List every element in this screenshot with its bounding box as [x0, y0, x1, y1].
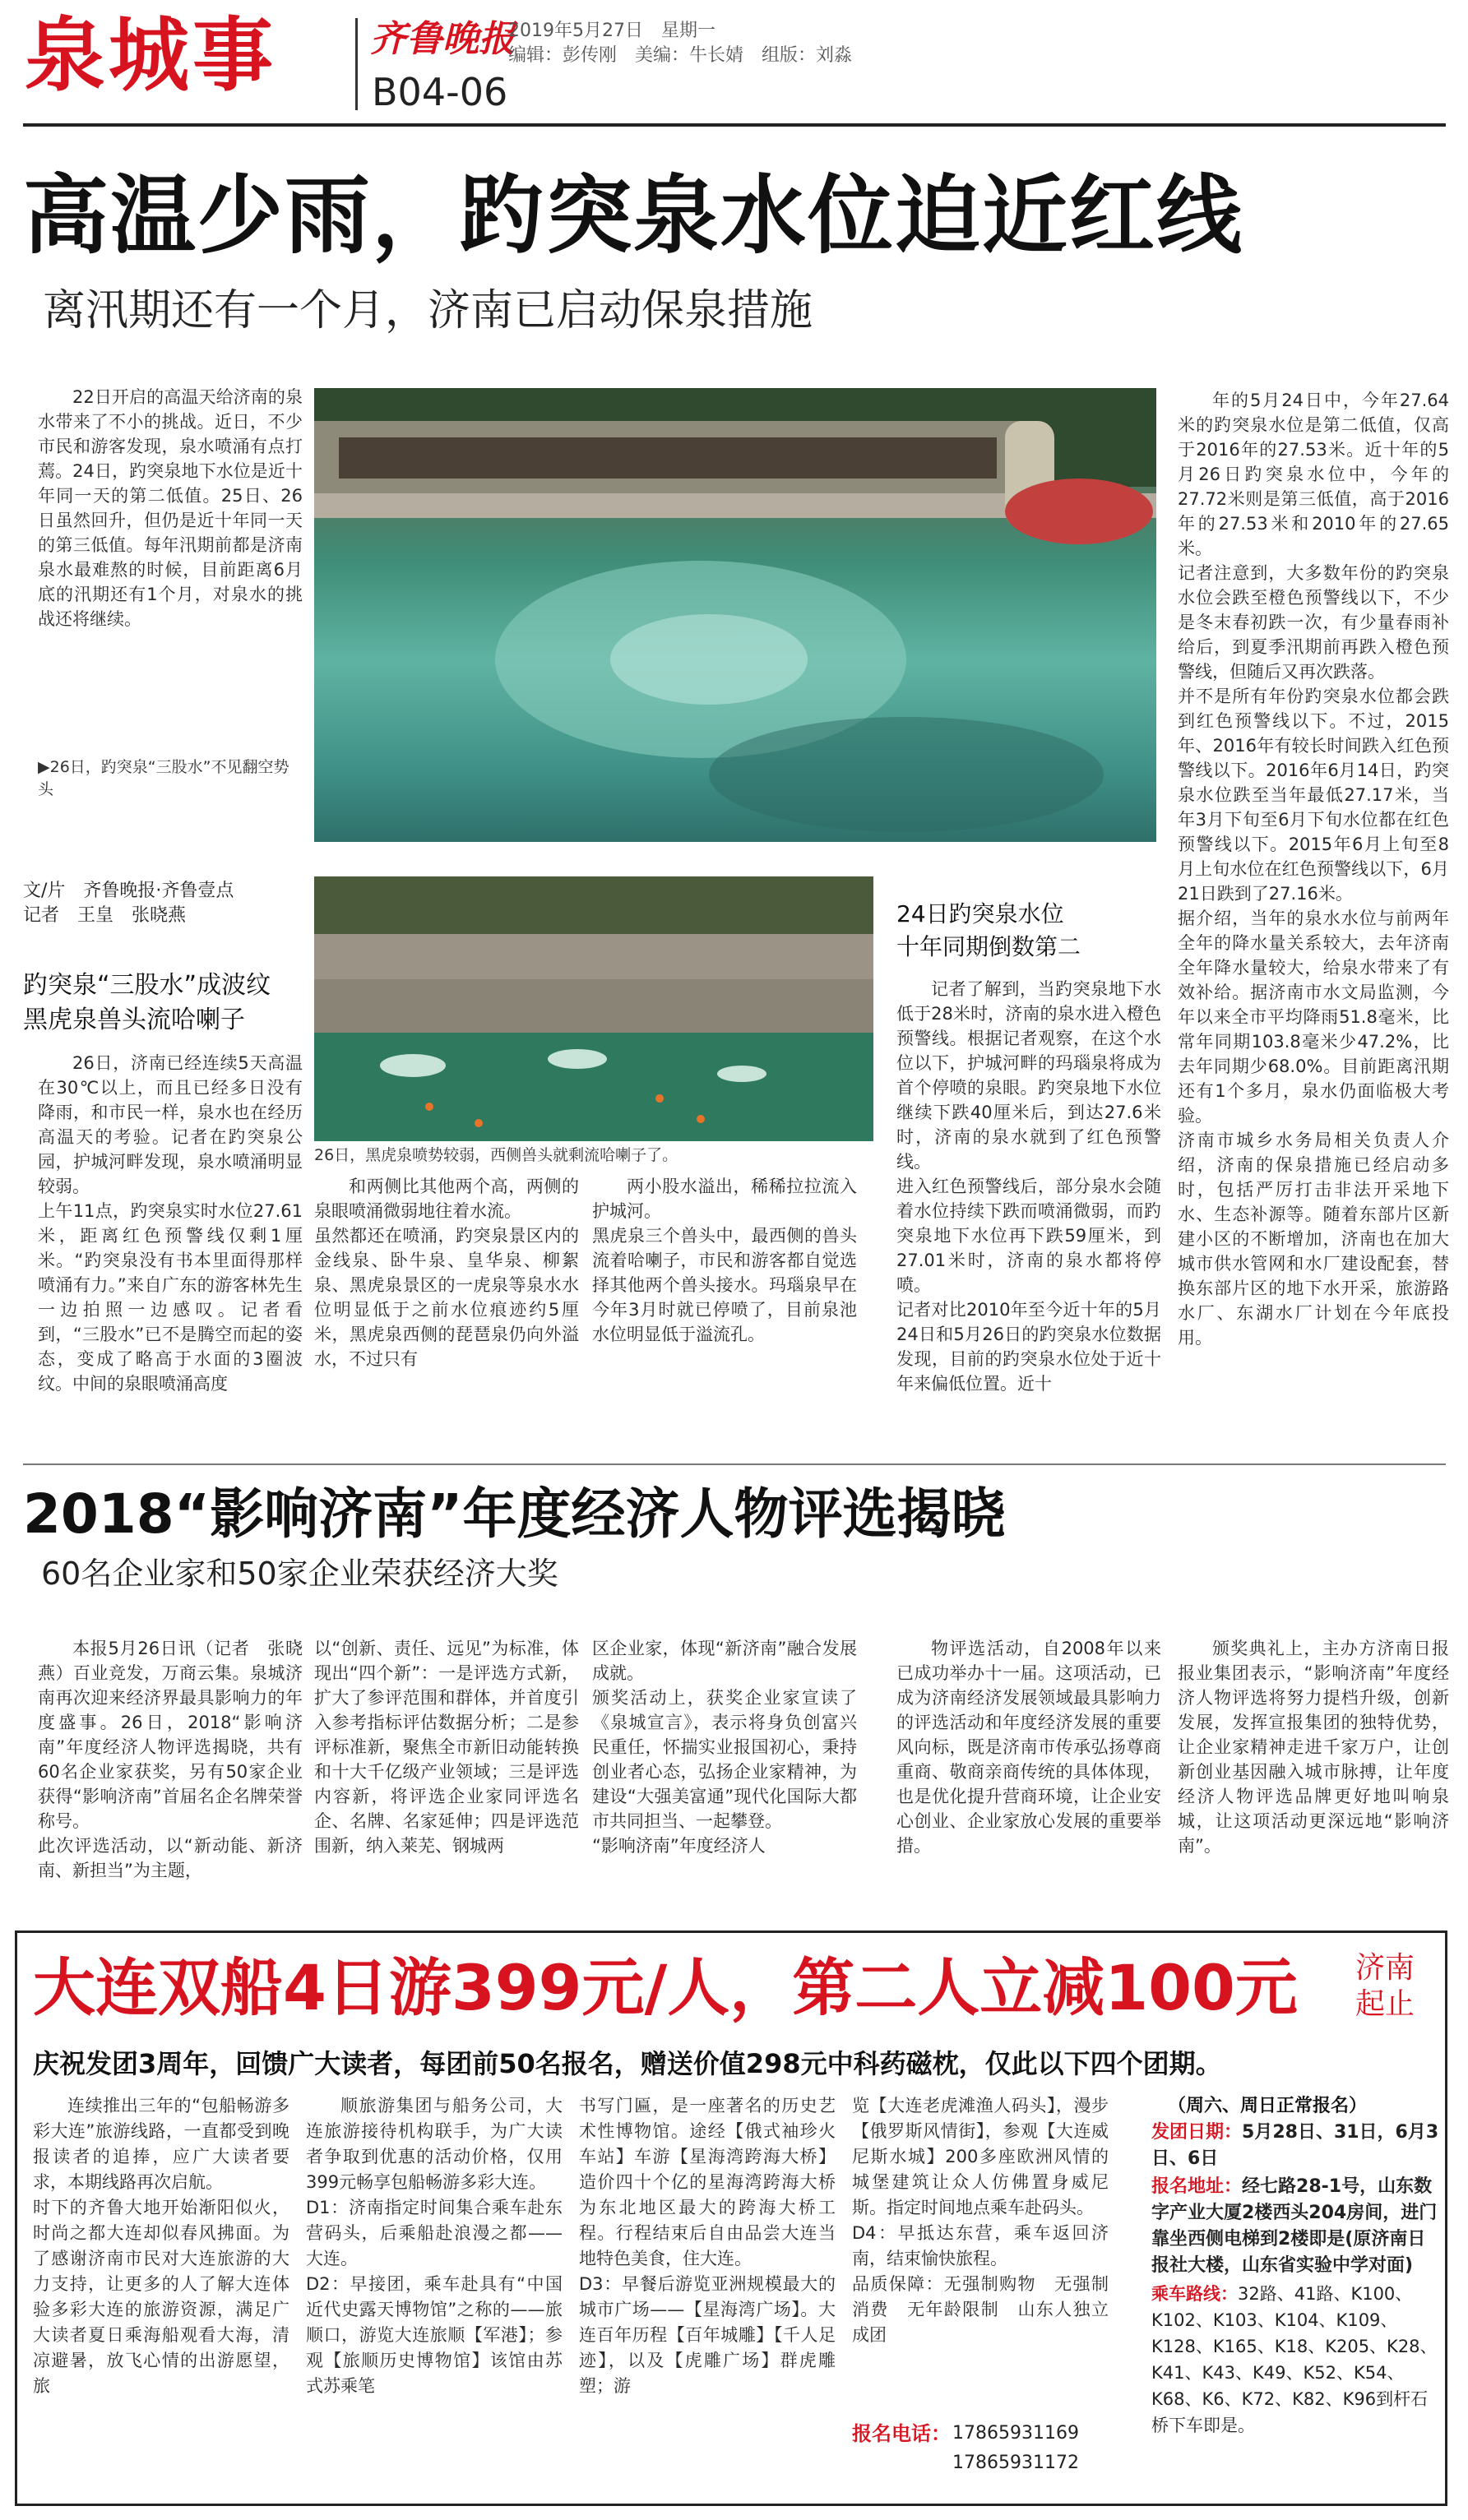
- story2-col-4: 物评选活动，自2008年以来已成功举办十一届。这项活动，已成为济南经济发展领域最具影响力的评选活动和年度经济发展的重要风向标，既是济南市传承弘扬尊商重商、敬商亲商传统的具体体现，也是优化提升营商环境，让企业安心创业、企业家放心发展的重要举措。: [896, 1639, 1161, 1856]
- ad-subline: 庆祝发团3周年，回馈广大读者，每团前50名报名，赠送价值298元中科药磁枕，仅此以下四个团期。: [33, 2048, 1222, 2079]
- story-divider: [23, 1463, 1446, 1465]
- ad-col-4: 览【大连老虎滩渔人码头】，漫步【俄罗斯风情街】，参观【大连威尼斯水城】200多座欧洲风情的城堡建筑让众人仿佛置身威尼斯。指定时间地点乘车赴码头。 D4：早抵达东营，乘车返回济南，结束愉快旅程。 品质保障：无强制购物 无强制消费 无年龄限制 山东人独立成团: [852, 2096, 1109, 2345]
- story2-subheadline: 60名企业家和50家企业荣获经济大奖: [41, 1556, 558, 1592]
- date-line: 2019年5月27日 星期一: [508, 21, 715, 41]
- story2-col-3: 区企业家，体现“新济南”融合发展成就。 颁奖活动上，获奖企业家宣读了《泉城宣言》，表示将身负创富兴民重任，怀揣实业报国初心，秉持创业者心态，弘扬企业家精神，为建设“大强美富通”现代化国际大都市共同担当、一起攀登。 “影响济南”年度经济人: [592, 1639, 857, 1856]
- editor-line: 编辑：彭传刚 美编：牛长婧 组版：刘淼: [508, 45, 853, 66]
- ad-dates: [1151, 2120, 1439, 2172]
- section-title: 泉城事: [25, 9, 277, 103]
- story1-col-a: 26日，济南已经连续5天高温在30℃以上，而且已经多日没有降雨，和市民一样，泉水也在经历高温天的考验。记者在趵突泉公园，护城河畔发现，泉水喷涌明显较弱。 上午11点，趵突泉实时水位27.61米，距离红色预警线仅剩1厘米。“趵突泉没有书本里面得那样喷涌有力。”来自广东的游客林先生一边拍照一边感叹。记者看到，“三股水”已不是腾空而起的姿态，变成了略高于水面的3圈波纹。中间的泉眼喷涌高度: [38, 1053, 303, 1394]
- subhead-three-springs: 趵突泉“三股水”成波纹 黑虎泉兽头流哈喇子: [23, 971, 271, 1034]
- ad-address: [1151, 2174, 1439, 2279]
- masthead-rule: [23, 123, 1446, 127]
- ad-address-label: 报名地址：: [1151, 2176, 1243, 2197]
- ad-bus-value: 32路、41路、K100、K102、K103、K104、K109、K128、K165、K18、K205、K28、K41、K43、K49、K52、K54、K68、K6、K72、K82、K96到杆石桥下车即是。: [1151, 2284, 1438, 2435]
- ad-col-3: 书写门匾，是一座著名的历史艺术性博物馆。途经【俄式袖珍火车站】车游【星海湾跨海大桥】造价四十个亿的星海湾跨海大桥为东北地区最大的跨海大桥工程。行程结束后自由品尝大连当地特色美食，住大连。 D3：早餐后游览亚洲规模最大的城市广场——【星海湾广场】。大连百年历程【百年城雕】【千人足迹】，以及【虎雕广场】群虎雕塑；游: [579, 2096, 836, 2396]
- ad-origin-tag: 济南起止: [1355, 1951, 1415, 2021]
- ad-side-title: （周六、周日正常报名）: [1168, 2096, 1368, 2116]
- story1-col-b: 和两侧比其他两个高，两侧的泉眼喷涌微弱地往着水流。 虽然都还在喷涌，趵突泉景区内的金线泉、卧牛泉、皇华泉、柳絮泉、黑虎泉景区的一虎泉等泉水水位明显低于之前水位痕迹约5厘米，黑虎泉西侧的琵琶泉仍向外溢水，不过只有: [314, 1177, 579, 1369]
- paper-logo: 齐鲁晚报: [370, 18, 515, 60]
- story2-headline: 2018“影响济南”年度经济人物评选揭晓: [23, 1482, 1006, 1546]
- ad-address-value: 经七路28-1号，山东数字产业大厦2楼西头204房间，进门靠坐西侧电梯到2楼即是(原济南日报社大楼，山东省实验中学对面): [1151, 2176, 1438, 2276]
- byline-2: 记者 王皇 张晓燕: [23, 905, 187, 926]
- ad-phone-2[interactable]: 17865931172: [952, 2453, 1079, 2473]
- story1-col-e: 年的5月24日中，今年27.64米的趵突泉水位是第二低值，仅高于2016年的27.53米。近十年的5月26日趵突泉水位中，今年的27.72米则是第三低值，高于2016年的27.53米和2010年的27.65米。 记者注意到，大多数年份的趵突泉水位会跌至橙色预警线以下，不少是冬末春初跌一次，有少量春雨补给后，到夏季汛期前再跌入橙色预警线，但随后又再次跌落。 并不是所有年份趵突泉水位都会跌到红色预警线以下。不过，2015年、2016年有较长时间跌入红色预警线以下。2016年6月14日，趵突泉水位跌至当年最低27.17米，当年3月下旬至6月下旬水位都在红色预警线以下。2015年6月上旬至8月上旬水位在红色预警线以下，6月21日跌到了27.16米。 据介绍，当年的泉水水位与前两年全年的降水量关系较大，去年济南全年降水量较大，给泉水带来了有效补给。据济南市水文局监测，今年以来全市平均降雨51.8毫米，比常年同期103.8毫米少47.2%，比去年同期少68.0%。目前距离汛期还有1个多月，泉水仍面临极大考验。 济南市城乡水务局相关负责人介绍，济南的保泉措施已经启动多时，包括严厉打击非法开采地下水、生态补源等。随着东部片区新建小区的不断增加，济南也在加大城市供水管网和水厂建设配套，替换东部片区的地下水开采，旅游路水厂、东湖水厂计划在今年底投用。: [1178, 391, 1449, 1348]
- story1-col-c: 两小股水溢出，稀稀拉拉流入护城河。 黑虎泉三个兽头中，最西侧的兽头流着哈喇子，市民和游客都自觉选择其他两个兽头接水。玛瑙泉早在今年3月时就已停喷了，目前泉池水位明显低于溢流孔。: [592, 1177, 857, 1344]
- masthead-divider: [355, 18, 358, 110]
- story1-col-d: 记者了解到，当趵突泉地下水低于28米时，济南的泉水进入橙色预警线。根据记者观察，在这个水位以下，护城河畔的玛瑙泉将成为首个停喷的泉眼。趵突泉地下水位继续下跌40厘米后，到达27.6米时，济南的泉水就到了红色预警线。 进入红色预警线后，部分泉水会随着水位持续下跌而喷涌微弱，而趵突泉地下水位再下跌59厘米，到27.01米时，济南的泉水都将停喷。 记者对比2010年至今近十年的5月24日和5月26日的趵突泉水位数据发现，目前的趵突泉水位处于近十年来偏低位置。近十: [896, 979, 1161, 1394]
- ad-dates-label: 发团日期：: [1151, 2122, 1243, 2143]
- ad-phone-label: 报名电话：: [852, 2422, 951, 2445]
- story1-lead: 22日开启的高温天给济南的泉水带来了不小的挑战。近日，不少市民和游客发现，泉水喷涌有点打蔫。24日，趵突泉地下水位是近十年同一天的第二低值。25日、26日虽然回升，但仍是近十年同一天的第三低值。每年汛期前都是济南泉水最难熬的时候，目前距离6月底的汛期还有1个月，对泉水的挑战还将继续。: [38, 387, 303, 629]
- photo-baotu-spring-art: [314, 388, 1156, 842]
- story1-headline: 高温少雨，趵突泉水位迫近红线: [23, 165, 1244, 266]
- story2-col-2: 以“创新、责任、远见”为标准，体现出“四个新”：一是评选方式新，扩大了参评范围和群体，并首度引入参考指标评估数据分析；二是参评标准新，聚焦全市新旧动能转换和十大千亿级产业领域；三是评选内容新，将评选企业家同评选名企、名牌、名家延伸；四是评选范围新，纳入莱芜、钢城两: [314, 1639, 579, 1856]
- photo-black-tiger-spring: [314, 876, 873, 1141]
- subhead-water-level: 24日趵突泉水位 十年同期倒数第二: [896, 900, 1081, 960]
- ad-col-2: 顺旅游集团与船务公司，大连旅游接待机构联手，为广大读者争取到优惠的活动价格，仅用399元畅享包船畅游多彩大连。 D1：济南指定时间集合乘车赴东营码头，后乘船赴浪漫之都——大连。 D2：早接团，乘车赴具有“中国近代史露天博物馆”之称的——旅顺口，游览大连旅顺【军港】；参观【旅顺历史博物馆】该馆由苏式苏乘笔: [306, 2096, 563, 2396]
- ad-col-1: 连续推出三年的“包船畅游多彩大连”旅游线路，一直都受到晚报读者的追捧，应广大读者要求，本期线路再次启航。 时下的齐鲁大地开始渐阳似火，时尚之都大连却似春风拂面。为了感谢济南市民对大连旅游的大力支持，让更多的人了解大连体验多彩大连的旅游资源，满足广大读者夏日乘海船观看大海，清凉避暑，放飞心情的出游愿望，旅: [33, 2096, 289, 2396]
- ad-side-panel: [1151, 2093, 1439, 2439]
- ad-bus-routes: [1151, 2281, 1439, 2439]
- photo-black-tiger-spring-art: [314, 876, 873, 1141]
- photo-baotu-spring: [314, 388, 1156, 842]
- page-number: B04-06: [372, 70, 508, 114]
- ad-dates-value: 5月28日、31日，6月3日、6日: [1151, 2122, 1439, 2169]
- story2-col-1: 本报5月26日讯（记者 张晓燕）百业竞发，万商云集。泉城济南再次迎来经济界最具影响力的年度盛事。26日，2018“影响济南”年度经济人物评选揭晓，共有60名企业家获奖，另有50家企业获得“影响济南”首届名企名牌荣誉称号。 此次评选活动，以“新动能、新济南、新担当”为主题，: [38, 1639, 303, 1880]
- byline-1: 文/片 齐鲁晚报·齐鲁壹点: [23, 881, 234, 901]
- photo1-caption: ▶26日，趵突泉“三股水”不见翻空势头: [38, 758, 289, 798]
- ad-phone-1[interactable]: 17865931169: [952, 2423, 1079, 2444]
- ad-bus-label: 乘车路线：: [1151, 2284, 1238, 2304]
- story1-subheadline: 离汛期还有一个月，济南已启动保泉措施: [43, 286, 813, 335]
- photo2-caption: 26日，黑虎泉喷势较弱，西侧兽头就剩流哈喇子了。: [314, 1146, 678, 1164]
- ad-headline: 大连双船4日游399元/人，第二人立减100元: [33, 1951, 1298, 2024]
- story2-col-5: 颁奖典礼上，主办方济南日报报业集团表示，“影响济南”年度经济人物评选将努力提档升级，创新发展，发挥宣报集团的独特优势，让企业家精神走进千家万户，让创新创业基因融入城市脉搏，让年度经济人物评选品牌更好地叫响泉城，让这项活动更深远地“影响济南”。: [1178, 1639, 1449, 1856]
